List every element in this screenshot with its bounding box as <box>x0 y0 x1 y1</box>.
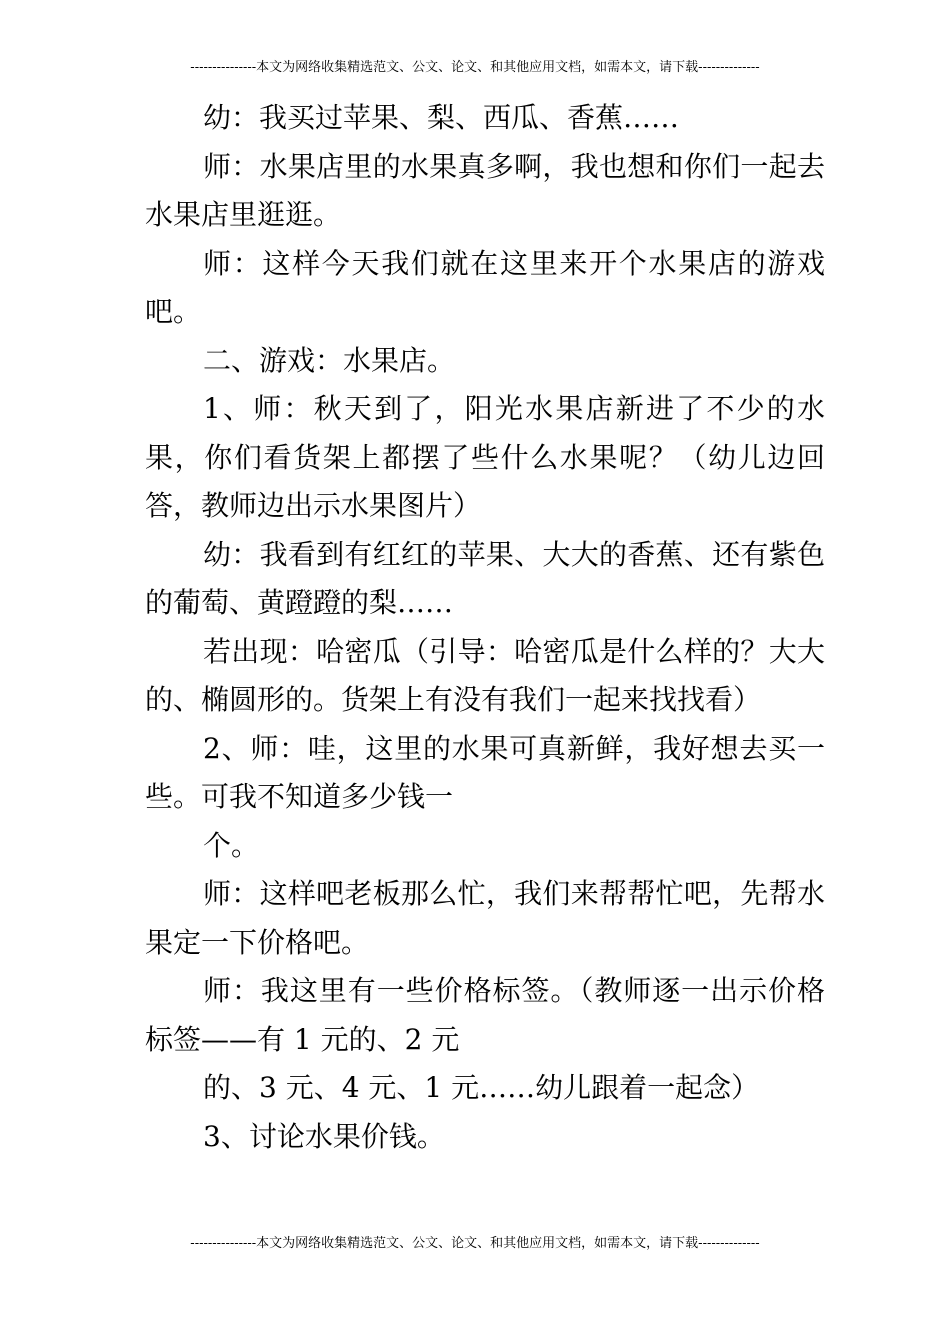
paragraph-11: 师：我这里有一些价格标签。（教师逐一出示价格标签——有 1 元的、2 元 <box>145 974 825 1056</box>
paragraph-9: 个。 <box>203 828 260 862</box>
paragraph-3: 师：这样今天我们就在这里来开个水果店的游戏吧。 <box>145 246 825 328</box>
paragraph-12: 的、3 元、4 元、1 元……幼儿跟着一起念） <box>203 1071 760 1104</box>
paragraph-7: 若出现：哈密瓜（引导：哈密瓜是什么样的？大大的、椭圆形的。货架上有没有我们一起来找找看） <box>145 634 825 716</box>
paragraph-13: 3、讨论水果价钱。 <box>203 1119 445 1153</box>
paragraph-5: 1、师：秋天到了，阳光水果店新进了不少的水果，你们看货架上都摆了些什么水果呢？（幼儿边回答，教师边出示水果图片） <box>145 392 825 522</box>
header-banner: ---------------本文为网络收集精选范文、公文、论文、和其他应用文档，如需本文，请下载-------------- <box>190 60 760 75</box>
paragraph-8: 2、师：哇，这里的水果可真新鲜，我好想去买一些。可我不知道多少钱一 <box>145 731 825 813</box>
footer-banner: ---------------本文为网络收集精选范文、公文、论文、和其他应用文档，如需本文，请下载-------------- <box>190 1236 760 1251</box>
paragraph-10: 师：这样吧老板那么忙，我们来帮帮忙吧，先帮水果定一下价格吧。 <box>145 877 825 959</box>
paragraph-6: 幼：我看到有红红的苹果、大大的香蕉、还有紫色的葡萄、黄蹬蹬的梨…… <box>145 537 825 619</box>
document-body <box>145 94 825 1161</box>
paragraph-2: 师：水果店里的水果真多啊，我也想和你们一起去水果店里逛逛。 <box>145 149 825 231</box>
paragraph-1: 幼：我买过苹果、梨、西瓜、香蕉…… <box>203 101 680 134</box>
paragraph-4: 二、游戏：水果店。 <box>203 343 456 377</box>
